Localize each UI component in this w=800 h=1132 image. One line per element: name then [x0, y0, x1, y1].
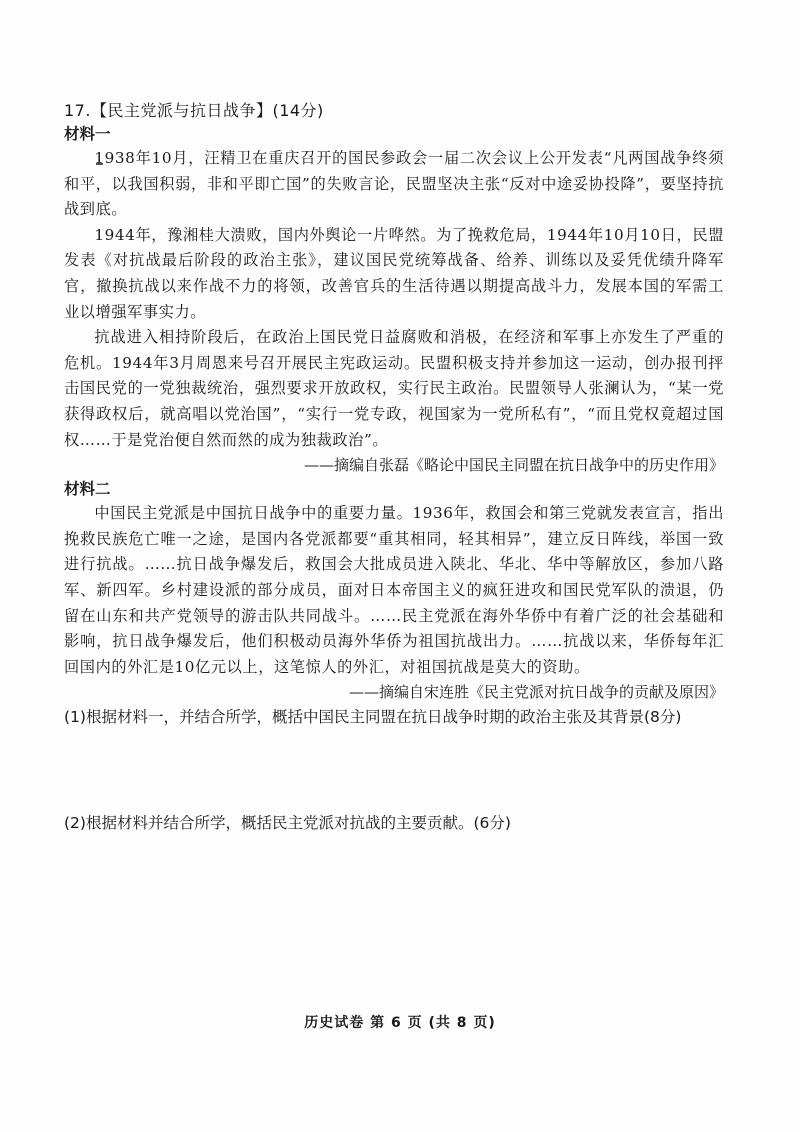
- material-one-paragraph-2: 1944年，豫湘桂大溃败，国内外舆论一片哗然。为了挽救危局，1944年10月10日，民盟发表《对抗战最后阶段的政治主张》，建议国民党统筹战备、给养、训练以及妥凭优绩升降军官，撤换抗战以来作战不力的将领，改善官兵的生活待遇以期提高战斗力，发展本国的军需工业以增强军事实力。: [64, 225, 724, 321]
- sub-question-2: (2)根据材料并结合所学，概括民主党派对抗战的主要贡献。(6分): [64, 814, 511, 833]
- material-one-heading: 材料一: [64, 125, 111, 143]
- question-title: 17.【民主党派与抗日战争】(14分): [64, 101, 324, 120]
- material-one-paragraph-1: 1938年10月，汪精卫在重庆召开的国民参政会一届二次会议上公开发表“凡两国战争终须和平，以我国积弱，非和平即亡国”的失败言论，民盟坚决主张“反对中途妥协投降”，要坚持抗战到底。: [64, 149, 724, 219]
- material-one-source: ——摘编自张磊《略论中国民主同盟在抗日战争中的历史作用》: [303, 456, 724, 475]
- sub-question-1: (1)根据材料一，并结合所学，概括中国民主同盟在抗日战争时期的政治主张及其背景(8分): [64, 708, 682, 727]
- material-one-paragraph-3: 抗战进入相持阶段后，在政治上国民党日益腐败和消极，在经济和军事上亦发生了严重的危机。1944年3月周恩来号召开展民主宪政运动。民盟积极支持并参加这一运动，创办报刊抨击国民党的一党独裁统治，强烈要求开放政权，实行民主政治。民盟领导人张澜认为，“某一党获得政权后，就高唱以党治国”，“实行一党专政，视国家为一党所私有”，“而且党权竟超过国权……于是党治便自然而然的成为独裁政治”。: [64, 328, 724, 449]
- material-two-source: ——摘编自宋连胜《民主党派对抗日战争的贡献及原因》: [348, 683, 724, 702]
- material-two-heading: 材料二: [64, 480, 111, 499]
- question-content: [64, 100, 724, 836]
- material-two-paragraph-1: 中国民主党派是中国抗日战争中的重要力量。1936年，救国会和第三党就发表宣言，指出挽救民族危亡唯一之途，是国内各党派都要“重其相同，轻其相异”，建立反日阵线，举国一致进行抗战。……抗日战争爆发后，救国会大批成员进入陕北、华北、华中等解放区，参加八路军、新四军。乡村建设派的部分成员，面对日本帝国主义的疯狂进攻和国民党军队的溃退，仍留在山东和共产党领导的游击队共同战斗。……民主党派在海外华侨中有着广泛的社会基础和影响，抗日战争爆发后，他们积极动员海外华侨为祖国抗战出力。……抗战以来，华侨每年汇回国内的外汇是10亿元以上，这笔惊人的外汇，对祖国抗战是莫大的资助。: [64, 504, 724, 676]
- page-footer: 历史试卷 第 6 页 (共 8 页): [304, 1015, 496, 1031]
